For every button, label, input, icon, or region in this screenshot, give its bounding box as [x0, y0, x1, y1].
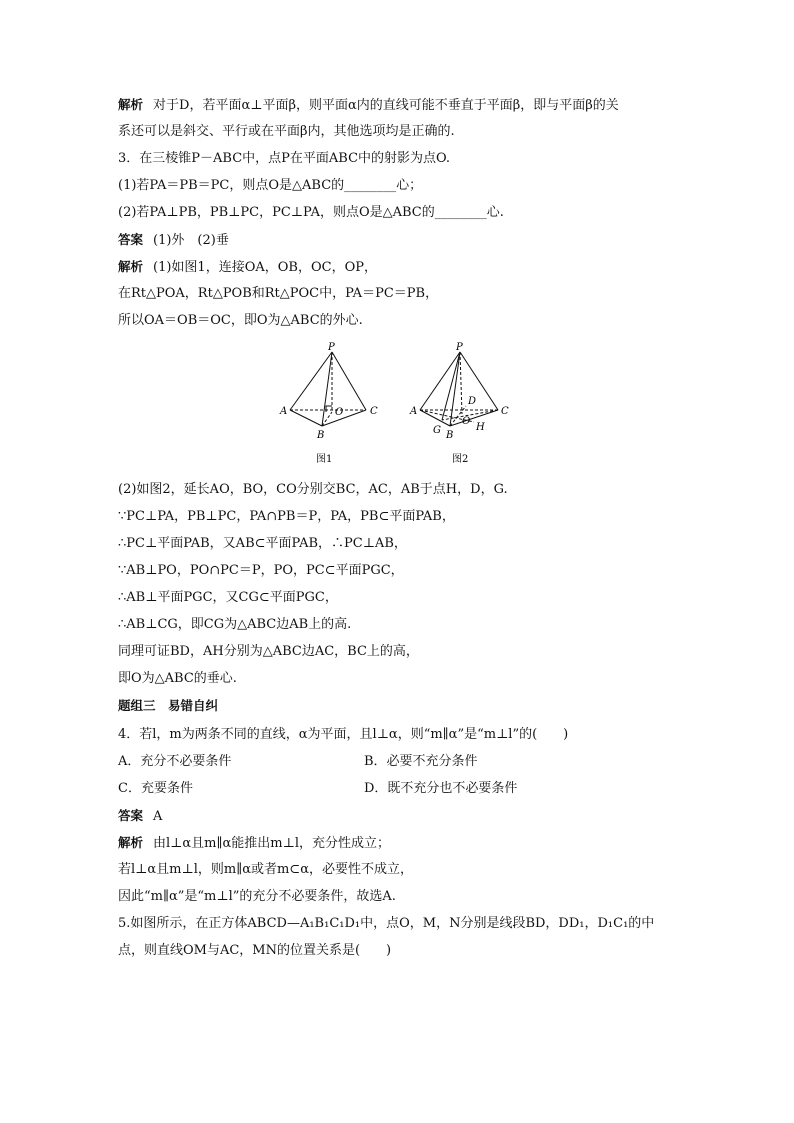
- text-line: [118, 835, 688, 852]
- line-text: 4．若l，m为两条不同的直线，α为平面，且l⊥α，则“m∥α”是“m⊥l”的( ): [118, 727, 569, 742]
- line-text: 5.如图所示，在正方体ABCD—A₁B₁C₁D₁中，点O，M，N分别是线段BD，DD₁，D₁C₁的中: [118, 916, 655, 931]
- line-text: 系还可以是斜交、平行或在平面β内，其他选项均是正确的.: [118, 124, 455, 139]
- text-line: [118, 671, 688, 687]
- label-jiexi: 解析: [118, 259, 144, 274]
- line-text: A: [153, 809, 163, 824]
- section-title: 题组三 易错自纠: [118, 698, 219, 713]
- figures-area: [270, 340, 530, 470]
- line-text: 对于D，若平面α⊥平面β，则平面α内的直线可能不垂直于平面β，即与平面β的关: [153, 98, 619, 113]
- text-line: [118, 509, 688, 525]
- answer-line: [118, 808, 688, 825]
- text-line: [118, 97, 688, 114]
- line-text: ∵PC⊥PA，PB⊥PC，PA∩PB＝P，PA，PB⊂平面PAB，: [118, 509, 455, 524]
- text-line: [118, 124, 688, 140]
- fig2-caption: 图2: [452, 454, 469, 465]
- options-row-2: [118, 781, 688, 797]
- label-jiexi: 解析: [118, 835, 144, 850]
- line-text: ∴AB⊥平面PGC，又CG⊂平面PGC，: [118, 590, 338, 605]
- question-4-stem: [118, 727, 688, 743]
- line-text: (2)如图2，延长AO，BO，CO分别交BC，AC，AB于点H，D，G.: [118, 482, 508, 497]
- line-text: 因此“m∥α”是“m⊥l”的充分不必要条件，故选A.: [118, 889, 396, 904]
- line-text: 点，则直线OM与AC，MN的位置关系是( ): [118, 943, 392, 958]
- fig2-label-g: G: [433, 425, 441, 436]
- section-heading: [118, 698, 688, 714]
- text-line: [118, 943, 688, 959]
- text-line: [118, 590, 688, 606]
- fig2-label-c: C: [501, 406, 509, 417]
- figure-1: [290, 352, 366, 426]
- line-text: 3．在三棱锥P－ABC中，点P在平面ABC中的射影为点O.: [118, 151, 451, 166]
- question-3-part-2: [118, 205, 688, 221]
- option-d[interactable]: D．既不充分也不必要条件: [364, 781, 518, 796]
- fig2-label-o: O: [462, 416, 471, 427]
- text-line: [118, 536, 688, 552]
- fig1-label-p: P: [328, 342, 335, 353]
- options-row-1: [118, 754, 688, 770]
- option-c[interactable]: C．充要条件: [118, 781, 193, 796]
- question-3-part-1: [118, 178, 688, 194]
- line-text: 同理可证BD，AH分别为△ABC边AC，BC上的高，: [118, 644, 419, 659]
- figure-2: [420, 352, 498, 426]
- label-jiexi: 解析: [118, 97, 144, 112]
- line-text: (2)若PA⊥PB，PB⊥PC，PC⊥PA，则点O是△ABC的________心.: [118, 205, 504, 220]
- fig1-label-b: B: [317, 430, 325, 441]
- fig2-label-b: B: [446, 430, 454, 441]
- fig2-label-a: A: [410, 406, 418, 417]
- text-line: [118, 313, 688, 329]
- text-line: [118, 889, 688, 905]
- text-line: [118, 644, 688, 660]
- fig2-label-d: D: [468, 396, 477, 407]
- question-3-stem: [118, 151, 688, 167]
- answer-line: [118, 232, 688, 249]
- fig1-label-a: A: [280, 406, 288, 417]
- line-text: 在Rt△POA，Rt△POB和Rt△POC中，PA＝PC＝PB，: [118, 286, 439, 301]
- fig1-label-o: O: [335, 407, 344, 418]
- text-line: [118, 862, 688, 878]
- line-text: (1)若PA＝PB＝PC，则点O是△ABC的________心；: [118, 178, 423, 193]
- line-text: 若l⊥α且m⊥l，则m∥α或者m⊂α，必要性不成立，: [118, 862, 413, 877]
- label-daan: 答案: [118, 808, 144, 823]
- line-text: ∴AB⊥CG，即CG为△ABC边AB上的高.: [118, 617, 352, 632]
- line-text: ∵AB⊥PO，PO∩PC＝P，PO，PC⊂平面PGC，: [118, 563, 404, 578]
- fig2-label-h: H: [476, 422, 485, 433]
- fig1-caption: 图1: [316, 454, 333, 465]
- option-a[interactable]: A．充分不必要条件: [118, 754, 232, 769]
- line-text: 即O为△ABC的垂心.: [118, 671, 237, 686]
- fig1-label-c: C: [370, 406, 378, 417]
- label-daan: 答案: [118, 232, 144, 247]
- option-b[interactable]: B．必要不充分条件: [364, 754, 478, 769]
- question-5-stem: [118, 916, 688, 932]
- fig2-label-p: P: [456, 342, 463, 353]
- text-line: [118, 482, 688, 498]
- text-line: [118, 286, 688, 302]
- line-text: 所以OA＝OB＝OC，即O为△ABC的外心.: [118, 313, 363, 328]
- line-text: (1)外 (2)垂: [153, 233, 229, 248]
- line-text: (1)如图1，连接OA，OB，OC，OP，: [153, 260, 377, 275]
- line-text: ∴PC⊥平面PAB，又AB⊂平面PAB，∴PC⊥AB，: [118, 536, 407, 551]
- line-text: 由l⊥α且m∥α能推出m⊥l，充分性成立；: [153, 836, 390, 851]
- text-line: [118, 259, 688, 276]
- text-line: [118, 563, 688, 579]
- text-line: [118, 617, 688, 633]
